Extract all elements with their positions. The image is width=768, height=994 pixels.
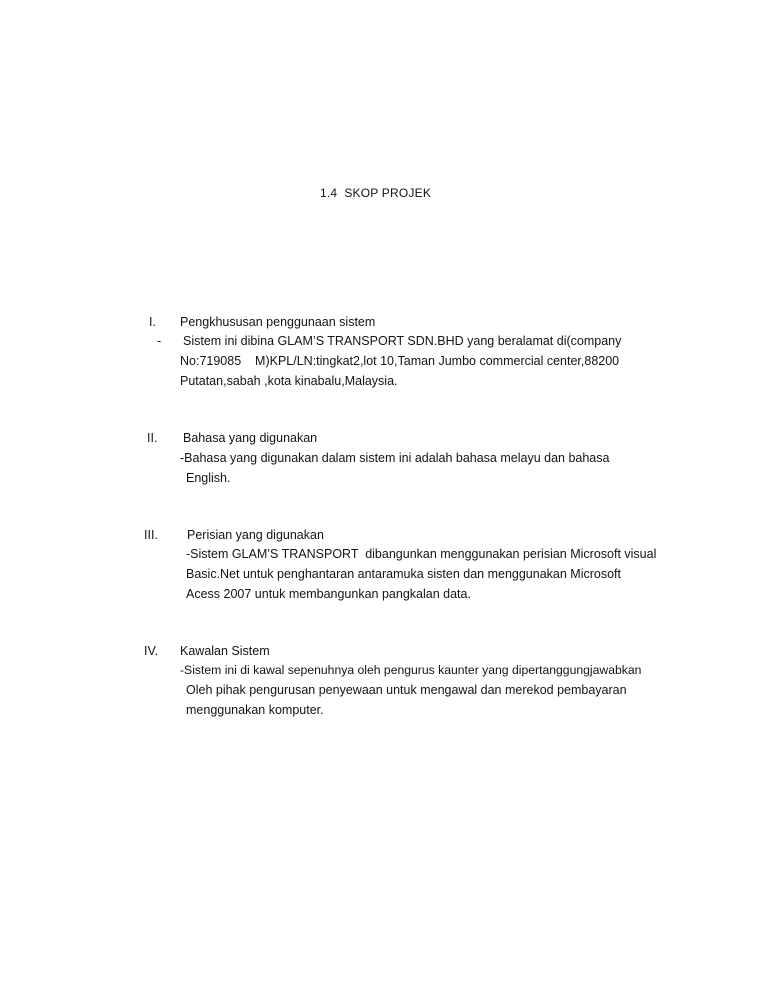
page-title: 1.4 SKOP PROJEK (320, 186, 432, 200)
section-body-line: -Sistem GLAM’S TRANSPORT dibangunkan menggunakan perisian Microsoft visual (186, 547, 657, 561)
section-body-line: English. (186, 471, 231, 485)
section-body-line: menggunakan komputer. (186, 703, 324, 717)
section-body-line: -Sistem ini di kawal sepenuhnya oleh pengurus kaunter yang dipertanggungjawabkan (180, 663, 642, 677)
section-heading: Kawalan Sistem (180, 644, 270, 658)
section-numeral: IV. (144, 644, 159, 658)
section-body-line: -Bahasa yang digunakan dalam sistem ini adalah bahasa melayu dan bahasa (180, 451, 610, 465)
section-body-line: Basic.Net untuk penghantaran antaramuka sisten dan menggunakan Microsoft (186, 567, 621, 581)
section-body-line: Putatan,sabah ,kota kinabalu,Malaysia. (180, 374, 398, 388)
section-body-line: Acess 2007 untuk membangunkan pangkalan data. (186, 587, 471, 601)
section-numeral: I. (149, 315, 156, 329)
list-dash: - (157, 334, 162, 348)
section-body-line: Sistem ini dibina GLAM’S TRANSPORT SDN.BHD yang beralamat di(company (183, 334, 622, 348)
section-heading: Pengkhususan penggunaan sistem (180, 315, 376, 329)
section-numeral: II. (147, 431, 158, 445)
section-body-line: No:719085 M)KPL/LN:tingkat2,lot 10,Taman Jumbo commercial center,88200 (180, 354, 620, 368)
section-heading: Perisian yang digunakan (187, 528, 324, 542)
section-body-line: Oleh pihak pengurusan penyewaan untuk mengawal dan merekod pembayaran (186, 683, 627, 697)
section-numeral: III. (144, 528, 158, 542)
section-heading: Bahasa yang digunakan (183, 431, 318, 445)
